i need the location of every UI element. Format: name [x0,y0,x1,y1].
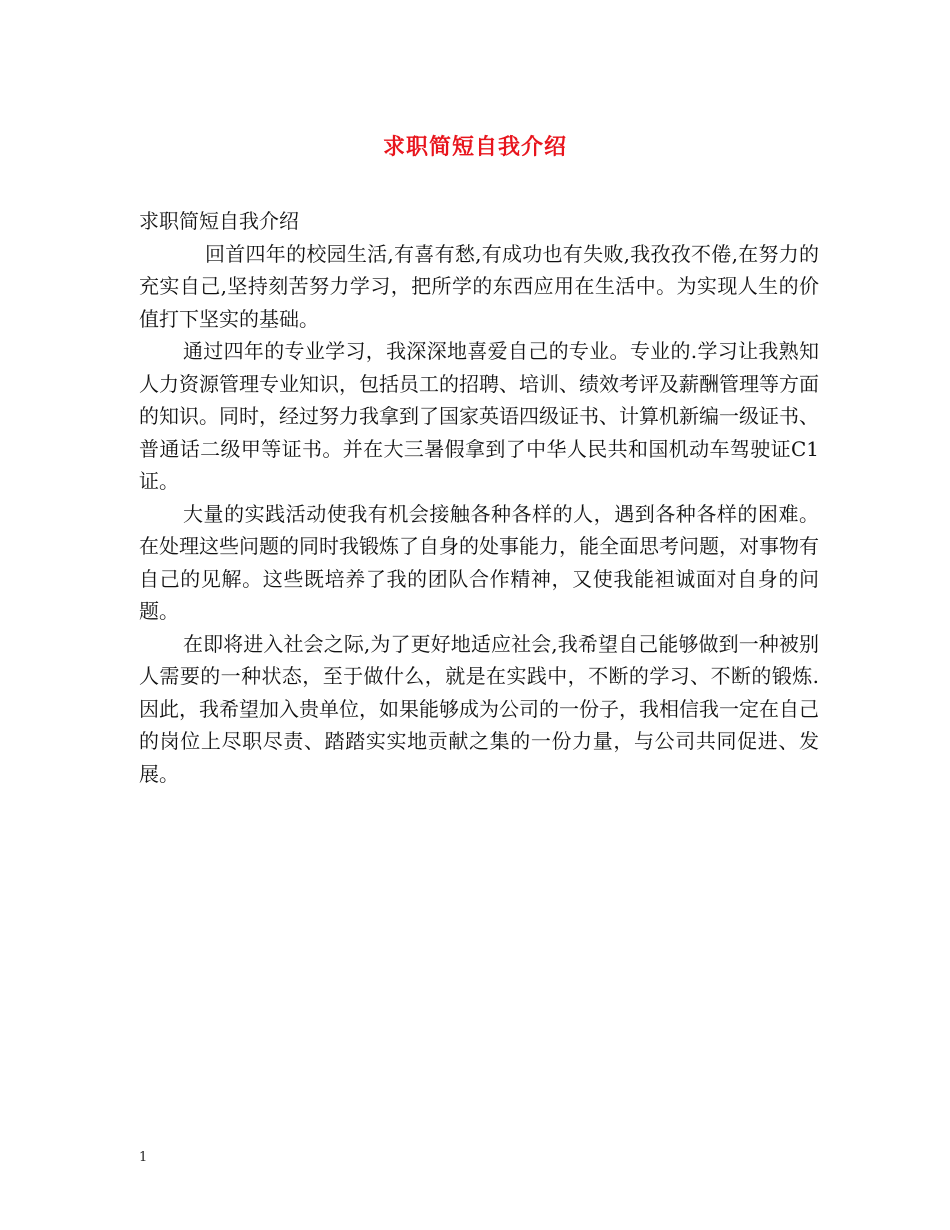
paragraph-1: 回首四年的校园生活,有喜有愁,有成功也有失败,我孜孜不倦,在努力的充实自己,坚持刻苦努力学习，把所学的东西应用在生活中。为实现人生的价值打下坚实的基础。 [139,241,819,331]
document-body [139,205,819,790]
paragraph-3: 大量的实践活动使我有机会接触各种各样的人，遇到各种各样的困难。在处理这些问题的同时我锻炼了自身的处事能力，能全面思考问题，对事物有自己的见解。这些既培养了我的团队合作精神，又使我能袒诚面对自身的问题。 [139,501,819,623]
document-title: 求职简短自我介绍 [382,134,567,160]
section-heading: 求职简短自我介绍 [139,209,299,233]
paragraph-4: 在即将进入社会之际,为了更好地适应社会,我希望自己能够做到一种被别人需要的一种状态，至于做什么，就是在实践中，不断的学习、不断的锻炼.因此，我希望加入贵单位，如果能够成为公司的一份子，我相信我一定在自己的岗位上尽职尽责、踏踏实实地贡献之集的一份力量，与公司共同促进、发展。 [139,631,819,786]
page-number: 1 [139,1150,148,1165]
paragraph-2: 通过四年的专业学习，我深深地喜爱自己的专业。专业的.学习让我熟知人力资源管理专业知识，包括员工的招聘、培训、绩效考评及薪酬管理等方面的知识。同时，经过努力我拿到了国家英语四级证书、计算机新编一级证书、普通话二级甲等证书。并在大三暑假拿到了中华人民共和国机动车驾驶证C1证。 [139,339,819,493]
